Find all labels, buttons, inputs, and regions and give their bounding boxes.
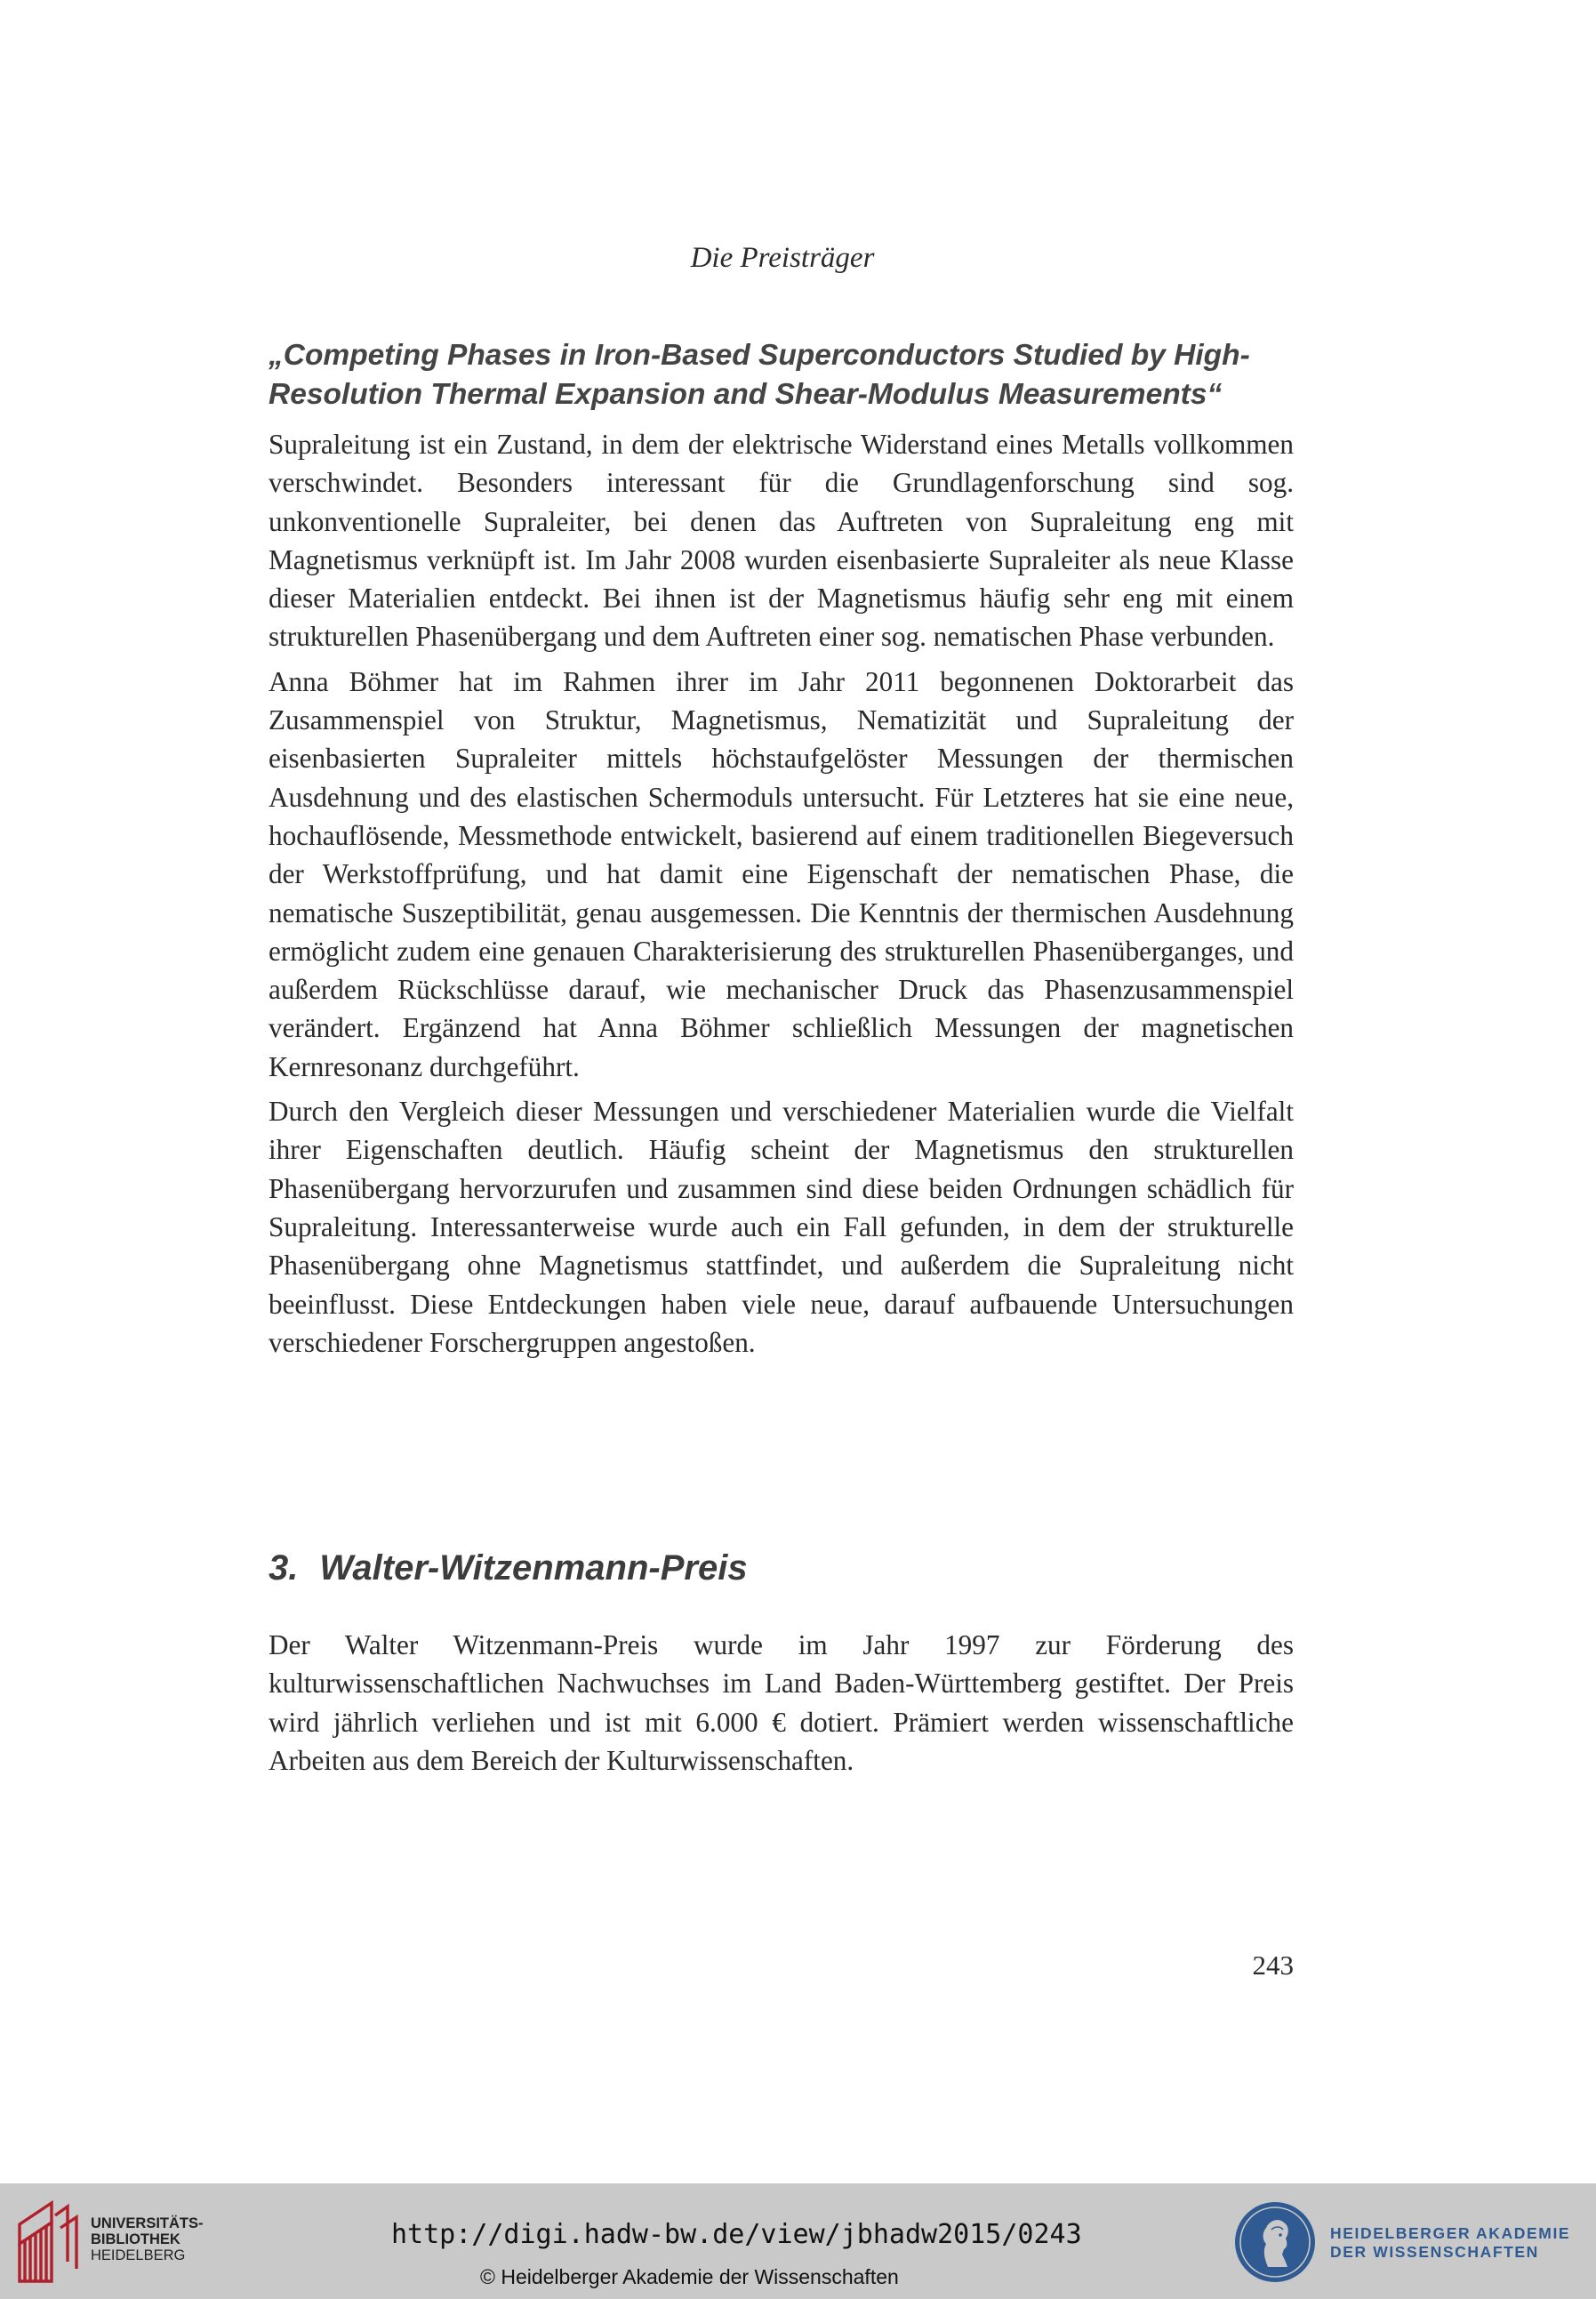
section-text <box>269 1626 1294 1780</box>
lecture-title-line-2: Resolution Thermal Expansion and Shear-Modulus Measurements“ <box>269 378 1223 411</box>
university-library-logo-icon[interactable] <box>16 2198 89 2287</box>
section-number: 3. <box>269 1548 299 1588</box>
academy-seal-icon[interactable] <box>1232 2199 1318 2285</box>
footer-bar <box>0 2183 1596 2299</box>
permalink-url[interactable]: http://digi.hadw-bw.de/view/jbhadw2015/0243 <box>391 2219 1082 2250</box>
body-paragraph: Anna Böhmer hat im Rahmen ihrer im Jahr 2011 begonnenen Doktorarbeit das Zusammenspiel von Struktur, Magnetismus, Nematizität und Supraleitung der eisenbasierten Supraleiter mittels höchstaufgelöster Messungen der thermischen Ausdehnung und des elastischen Schermoduls untersucht. Für Letzteres hat sie eine neue, hochauflösende, Messmethode entwickelt, basierend auf einem traditionellen Biegeversuch der Werkstoffprüfung, und hat damit eine Eigenschaft der nematischen Phase, die nematische Suszeptibilität, genau ausgemessen. Die Kenntnis der thermischen Ausdehnung ermöglicht zudem eine genauen Charakterisierung des strukturellen Phasenüberganges, und außerdem Rückschlüsse darauf, wie mechanischer Druck das Phasenzusammenspiel verändert. Ergänzend hat Anna Böhmer schließlich Messungen der magnetischen Kernresonanz durchgeführt. <box>269 665 1294 1082</box>
lecture-title <box>269 336 1294 414</box>
section-paragraph: Der Walter Witzenmann-Preis wurde im Jahr 1997 zur Förderung des kulturwissenschaftlichen Nachwuchses im Land Baden-Württemberg gestiftet. Der Preis wird jährlich verliehen und ist mit 6.000 € dotiert. Prämiert werden wissenschaftliche Arbeiten aus dem Bereich der Kulturwissenschaften. <box>269 1629 1294 1776</box>
body-paragraph: Durch den Vergleich dieser Messungen und verschiedener Materialien wurde die Vielfalt ihrer Eigenschaften deutlich. Häufig scheint der Magnetismus den strukturellen Phasenübergang hervorzurufen und zusammen sind diese beiden Ordnungen schädlich für Supraleitung. Interessanterweise wurde auch ein Fall gefunden, in dem der strukturelle Phasenübergang ohne Magnetismus stattfindet, und außerdem die Supraleitung nicht beeinflusst. Diese Entdeckungen haben viele neue, darauf aufbauende Untersuchungen verschiedener Forschergruppen angestoßen. <box>269 1096 1294 1358</box>
university-library-name: UNIVERSITÄTS- BIBLIOTHEK HEIDELBERG <box>91 2215 204 2263</box>
page-number: 243 <box>1252 1949 1294 1981</box>
section-title: Walter-Witzenmann-Preis <box>319 1548 748 1588</box>
lecture-title-line-1: „Competing Phases in Iron-Based Superconductors Studied by High- <box>269 339 1250 372</box>
copyright-notice: © Heidelberger Akademie der Wissenschaften <box>480 2265 899 2288</box>
running-head: Die Preisträger <box>690 242 875 274</box>
body-paragraph: Supraleitung ist ein Zustand, in dem der elektrische Widerstand eines Metalls vollkommen verschwindet. Besonders interessant für die Grundlagenforschung sind sog. unkonventionelle Supraleiter, bei denen das Auftreten von Supraleitung eng mit Magnetismus verknüpft ist. Im Jahr 2008 wurden eisenbasierte Supraleiter als neue Klasse dieser Materialien entdeckt. Bei ihnen ist der Magnetismus häufig sehr eng mit einem strukturellen Phasenübergang und dem Auftreten einer sog. nematischen Phase verbunden. <box>269 429 1294 653</box>
academy-name: HEIDELBERGER AKADEMIE DER WISSENSCHAFTEN <box>1330 2224 1571 2261</box>
body-text <box>269 425 1294 1368</box>
section-heading <box>269 1546 1294 1590</box>
